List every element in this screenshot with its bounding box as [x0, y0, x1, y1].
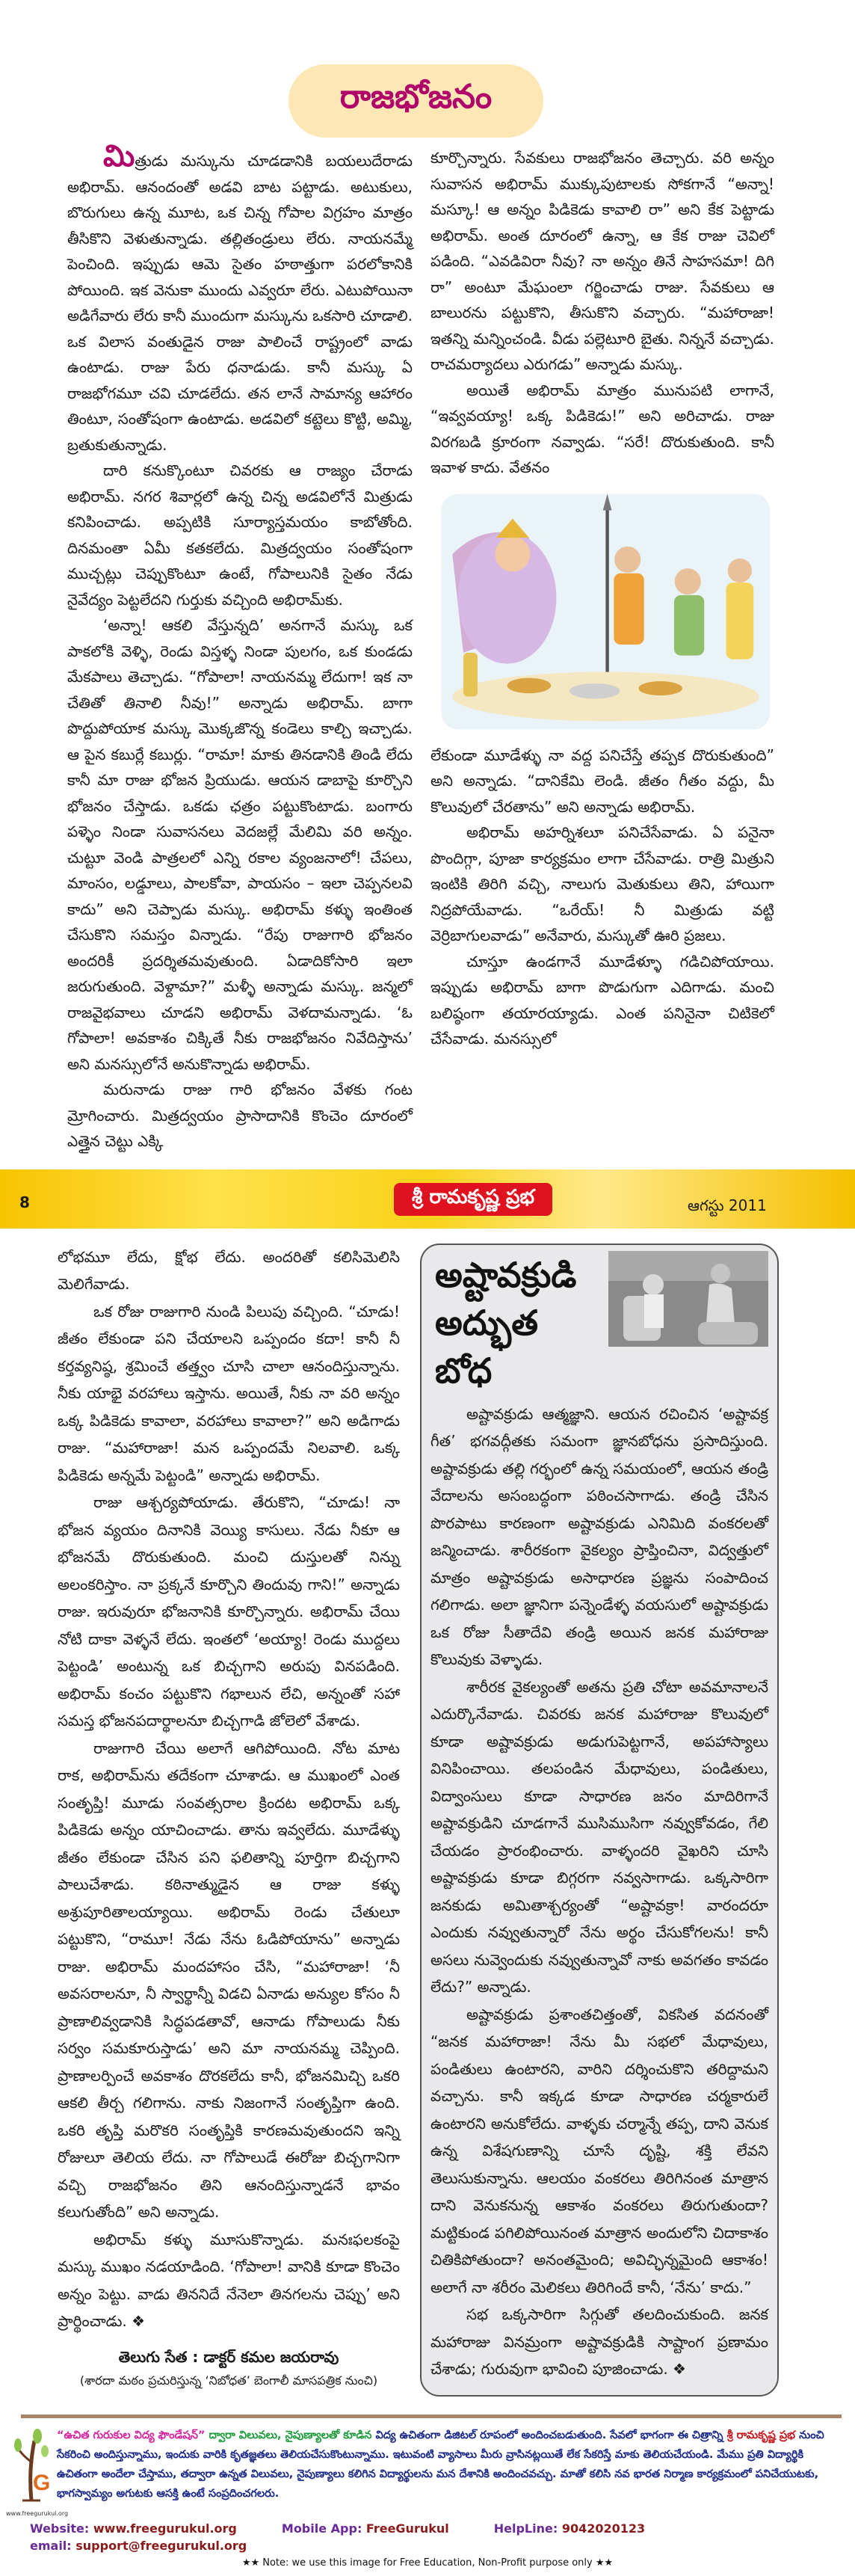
sidebar-paragraph: అష్టావక్రుడు ప్రశాంతచిత్తంతో, వికసిత వదనంతో “జనక మహారాజా! నేను మీ సభలో మేధావులు, పండితులు ఉంటారని, వారిని దర్శించుకొని తరిద్దామని వచ్చాను. కానీ ఇక్కడ కూడా సాధారణ చర్మకారులే ఉంటారని అనుకోలేదు. వాళ్ళకు చర్మాన్నే తప్ప, దాని వెనుక ఉన్న విశేషగుణాన్ని చూసే దృష్టి, శక్తి లేవని తెలుసుకున్నాను. ఆలయం వంకరలు తిరిగినంత మాత్రాన దాని వెనుకనున్న ఆకాశం వంకరలు తిరుగుతుందా? మట్టికుండ పగిలిపోయినంత మాత్రాన అందులోని చిదాకాశం చితికిపోతుందా? అనంతమైంది; అవిచ్ఛిన్నమైంది ఆకాశం! అలాగే నా శరీరం మెలికలు తిరిగిందే కానీ, ‘నేను’ కాదు.”	[430, 2005, 768, 2296]
email-link[interactable]: email: support@freegurukul.org	[30, 2538, 247, 2553]
story-columns	[0, 139, 855, 1155]
story-paragraph: అయితే అభిరామ్ మాత్రం మునుపటి లాగానే, “ఇవ్వవయ్యా! ఒక్క పిడికెడు!” అని అరిచాడు. రాజు విరగబడి క్రూరంగా నవ్వాడు. “సరే! దొరుకుతుంది. కానీ ఇవాళ కాదు. వేతనం	[430, 381, 774, 476]
sidebar-title-line: అద్భుత బోధ	[435, 1302, 539, 1391]
story-paragraph: లోభమూ లేదు, క్షోభ లేదు. అందరితో కలిసిమెలిసి మెలిగేవాడు.	[58, 1247, 400, 1293]
story-continued-column	[58, 1244, 400, 2392]
story-title-banner	[288, 64, 543, 138]
story-paragraph: అభిరామ్ అహర్నిశలూ పనిచేసేవాడు. ఏ పనైనా పొందిగ్గా, పూజా కార్యక్రమం లాగా చేసేవాడు. రాత్రి మిత్రుని ఇంటికి తిరిగి వచ్చి, నాలుగు మెతుకులు తిని, హాయిగా నిద్రపోయేవాడు. “ఒరేయ్! నీ మిత్రుడు వట్టి వెర్రిబాగులవాడు” అనేవారు, మస్కుతో ఊరి ప్రజలు.	[430, 823, 774, 944]
freegurukul-logo	[6, 2426, 69, 2517]
story-column-left	[67, 139, 413, 1155]
sidebar-title-line: అష్టావక్రుడి	[435, 1254, 577, 1295]
page-header-band	[0, 1169, 855, 1229]
story-paragraph: మరునాడు రాజు గారి భోజనం వేళకు గంట మ్రోగించారు. మిత్రద్వయం ప్రాసాదానికి కొంచెం దూరంలో ఎత్తైన చెట్టు ఎక్కి	[67, 1080, 413, 1150]
magazine-name-badge	[394, 1183, 552, 1216]
story-credit	[58, 2344, 400, 2392]
story-paragraph: చూస్తూ ఉండగానే మూడేళ్ళూ గడిచిపోయాయి. ఇప్పుడు అభిరామ్ బాగా పొడుగుగా ఎదిగాడు. మంచి బలిష్ఠంగా తయారయ్యాడు. ఎంత పనినైనా చిటికెలో చేసేవాడు. మనస్సులో	[430, 952, 774, 1048]
issue-date: ఆగస్టు 2011	[688, 1196, 767, 1214]
story-paragraph: అభిరామ్ కళ్ళు మూసుకొన్నాడు. మనఃఫలకంపై మస్కు ముఖం నడయాడింది. ‘గోపాలా! వానికి కూడా కొంచెం అన్నం పెట్టు. వాడు తిననిదే నేనెలా తినగలను చెప్పు’ అని ప్రార్థించాడు. ❖	[58, 2230, 400, 2330]
bottom-section	[0, 1244, 855, 2397]
story-title: రాజభోజనం	[339, 78, 493, 116]
footer-divider	[21, 2414, 842, 2418]
mobile-app-link[interactable]: Mobile App: FreeGurukul	[281, 2521, 449, 2536]
usage-note: ★★ Note: we use this image for Free Education, Non-Profit purpose only ★★	[241, 2557, 614, 2569]
website-link[interactable]: Website: www.freegurukul.org	[30, 2521, 237, 2536]
translator-credit: తెలుగు సేత : డాక్టర్ కమల జయరావు	[118, 2347, 339, 2366]
sidebar-title	[430, 1251, 607, 1395]
footer	[0, 2414, 855, 2576]
story-paragraph: రాజుగారి చేయి అలాగే ఆగిపోయింది. నోట మాట రాక, అభిరామ్‌ను తదేకంగా చూశాడు. ఆ ముఖంలో ఎంత సంతృప్తి! మూడు సంవత్సరాల క్రిందట అభిరామ్ ఒక్క పిడికెడు అన్నం యాచించాడు. తాను ఇవ్వలేదు. మూడేళ్ళు జీతం లేకుండా చేసిన పని ఫలితాన్ని పూర్తిగా బిచ్చగాని పాలుచేశాడు. కఠినాత్ముడైన ఆ రాజు కళ్ళు అశ్రుపూరితాలయ్యాయి. అభిరామ్ రెండు చేతులూ పట్టుకొని, “రామూ! నేడు నేను ఓడిపోయాను” అన్నాడు రాజు. అభిరామ్ మందహాసం చేసి, “మహారాజా! ‘నీ అవసరాలనూ, నీ స్వార్థాన్నీ విడచి ఏనాడు అన్యుల కోసం నీ ప్రాణాలివ్వడానికి సిద్ధపడతావో, ఆనాడు గోపాలుడు నీకు సర్వం సమకూరుస్తాడు’ అని మా నాయనమ్మ చెప్పింది. ప్రాణాలర్పించే అవకాశం దొరకలేదు కానీ, భోజనమిచ్చి ఒకరి ఆకలి తీర్చ గలిగాను. నాకు నిజంగానే సంతృప్తిగా ఉంది. ఒకరి తృప్తి మరొకరి సంతృప్తికి కారణమవుతుందని ఇన్ని రోజులూ తెలియ లేదు. నా గోపాలుడే ఈరోజు బిచ్చగానిగా వచ్చి రాజభోజనం తిని ఆనందిస్తున్నాడనే భావం కలుగుతోంది” అని అన్నాడు.	[58, 1739, 400, 2221]
ashtavakra-photo	[608, 1251, 768, 1347]
footer-message	[57, 2426, 834, 2503]
story-paragraph: లేకుండా మూడేళ్ళు నా వద్ద పనిచేస్తే తప్పక దొరుకుతుంది” అని అన్నాడు. “దానికేమి లెండి. జీతం గీతం వద్దు, మీ కొలువులో చేరతాను” అని అన్నాడు అభిరామ్.	[430, 746, 774, 816]
story-paragraph: కూర్చొన్నారు. సేవకులు రాజభోజనం తెచ్చారు. వరి అన్నం సువాసన అభిరామ్ ముక్కుపుటాలకు సోకగానే “అన్నా! మస్కూ! ఆ అన్నం పిడికెడు కావాలి రా” అని కేక పెట్టాడు అభిరామ్. అంత దూరంలో ఉన్నా, ఆ కేక రాజు చెవిలో పడింది. “ఎవడివిరా నీవు? నా అన్నం తినే సాహసమా! దిగి రా” అంటూ మేఘంలా గర్జించాడు రాజు. సేవకులు ఆ బాలురను పట్టుకొని, తీసుకొని వచ్చారు. “మహారాజా! ఇతన్ని మన్నించండి. వీడు పల్లెటూరి బైతు. నిన్ననే వచ్చాడు. రాచమర్యాదలు ఎరుగడు” అన్నాడు మస్కు.	[430, 149, 774, 373]
story-paragraph: ఒక రోజు రాజుగారి నుండి పిలుపు వచ్చింది. “చూడు! జీతం లేకుండా పని చేయాలని ఒప్పందం కదా! కానీ నీ కర్తవ్యనిష్ఠ, శ్రమించే తత్త్వం చూసి చాలా ఆనందిస్తున్నాను. నీకు యాభై వరహాలు ఇస్తాను. అయితే, నీకు నా వరి అన్నం ఒక్క పిడికెడు కావాలా, వరహాలు కావాలా?” అని అడిగాడు రాజు. “మహారాజా! మన ఒప్పందమే నిలవాలి. ఒక్క పిడికెడు అన్నమే పెట్టండి” అన్నాడు అభిరామ్.	[58, 1302, 400, 1484]
svg-text:G: G	[33, 2470, 51, 2495]
sidebar-paragraph: సభ ఒక్కసారిగా సిగ్గుతో తలదించుకుంది. జనక మహారాజు వినమ్రంగా అష్టావక్రుడికి సాష్టాంగ ప్రణామం చేశాడు; గురువుగా భావించి పూజించాడు. ❖	[430, 2305, 768, 2378]
story-paragraph: త్రుడు మస్కును చూడడానికి బయలుదేరాడు అభిరామ్. ఆనందంతో అడవి బాట పట్టాడు. అటుకులు, బొరుగులు ఉన్న మూట, ఒక చిన్న గోపాల విగ్రహం మాత్రం తీసికొని వెళుతున్నాడు. తల్లితండ్రులు లేరు. నాయనమ్మే పెంచింది. ఇప్పుడు ఆమె సైతం హఠాత్తుగా పరలోకానికి పోయింది. ఇక వెనుకా ముందు ఎవ్వరూ లేరు. ఎటుపోయినా అడిగేవారు లేరు కానీ ముందుగా మస్కును ఒకసారి చూడాలి. ఒక విలాస వంతుడైన రాజు పాలించే రాష్ట్రంలో వాడు ఉంటాడు. రాజు పేరు ధనాడుడు. కానీ మస్కు ఏ రాజభోగమూ చవి చూడలేదు. తన లానే సామాన్య ఆహారం తింటూ, సంతోషంగా ఉంటాడు. అడవిలో కట్టెలు కొట్టి, అమ్మి, బ్రతుకుతున్నాడు.	[67, 152, 413, 454]
source-credit: (శారదా మఠం ప్రచురిస్తున్న ‘నిబోధత’ బెంగాలీ మాసపత్రిక నుంచి)	[79, 2373, 378, 2388]
sidebar-paragraph: శారీరక వైకల్యంతో అతను ప్రతి చోటా అవమానాలనే ఎదుర్కొనేవాడు. చివరకు జనక మహారాజు కొలువులో కూడా అష్టావక్రుడు అడుగుపెట్టగానే, అపహాస్యాలు వినిపించాయి. తలపండిన మేధావులు, పండితులు, విద్వాంసులు కూడా సాధారణ జనం మాదిరిగానే అష్టావక్రుడిని చూడగానే ముసిముసిగా నవ్వుకోవడం, గేలి చేయడం ప్రారంభించారు. వాళ్ళందరి వైఖరిని చూసి అష్టావక్రుడు కూడా బిగ్గరగా నవ్వసాగాడు. ఒక్కసారిగా జనకుడు అమితాశ్చర్యంతో “అష్టావక్రా! వారందరూ ఎందుకు నవ్వుతున్నారో నేను అర్థం చేసుకోగలను! కానీ అసలు నువ్వెందుకు నవ్వుతున్నావో నాకు అవగతం కావడం లేదు?” అన్నాడు.	[430, 1677, 768, 1996]
helpline-link[interactable]: HelpLine: 9042020123	[493, 2521, 646, 2536]
story-column-right	[430, 145, 774, 1052]
sidebar-article	[420, 1244, 779, 2397]
source-magazine: శ్రీ రామకృష్ణ ప్రభ	[726, 2429, 796, 2441]
drop-cap: మి	[103, 139, 135, 173]
magazine-name: శ్రీ రామకృష్ణ ప్రభ	[412, 1185, 534, 1208]
sidebar-paragraph: అష్టావక్రుడు ఆత్మజ్ఞాని. ఆయన రచించిన ‘అష్టావక్ర గీత’ భగవద్గీతకు సమంగా జ్ఞానబోధను ప్రసాదిస్తుంది. అష్టావక్రుడు తల్లి గర్భంలో ఉన్న సమయంలో, ఆయన తండ్రి వేదాలను అసంబద్ధంగా పఠించసాగాడు. తండ్రి చేసిన పొరపాటు కారణంగా అష్టావక్రుడు ఎనిమిది వంకరలతో జన్మించాడు. శారీరకంగా వైకల్యం ప్రాప్తించినా, విద్వత్తులో మాత్రం అష్టావక్రుడు అసాధారణ ప్రజ్ఞను సంపాదించ గలిగాడు. అలా జ్ఞానిగా పన్నెండేళ్ళ వయసులో అష్టావక్రుడు ఒక రోజు సీతాదేవి తండ్రి అయిన జనక మహారాజు కొలువుకు వెళ్ళాడు.	[430, 1404, 768, 1668]
story-paragraph: రాజు ఆశ్చర్యపోయాడు. తేరుకొని, “చూడు! నా భోజన వ్యయం దినానికి వెయ్యి కాసులు. నేడు నీకూ ఆ భోజనమే దొరుకుతుంది. మంచి దుస్తులతో నిన్ను అలంకరిస్తాం. నా ప్రక్కనే కూర్చొని తిందువు గాని!” అన్నాడు రాజు. ఇరువురూ భోజనానికి కూర్చొన్నారు. అభిరామ్ చేయి నోటి దాకా వెళ్ళనే లేదు. ఇంతలో ‘అయ్యా! రెండు ముద్దలు పెట్టండి’ అంటున్న ఒక బిచ్చగాని అరుపు వినపడింది. అభిరామ్ కంచం పట్టుకొని గభాలున లేచి, అన్నంతో సహా సమస్త భోజనపదార్థాలనూ బిచ్చగాడి జోలెలో వేశాడు.	[58, 1493, 400, 1730]
footer-text-segment: ద్వారా విలువలు, నైపుణ్యాలతో కూడిన	[205, 2429, 372, 2441]
logo-url: www.freegurukul.org	[6, 2509, 69, 2517]
story-paragraph: దారి కనుక్కొంటూ చివరకు ఆ రాజ్యం చేరాడు అభిరామ్. నగర శివార్లలో ఉన్న చిన్న అడవిలోనే మిత్రుడు కనిపించాడు. అప్పటికి సూర్యాస్తమయం కాబోతోంది. దినమంతా ఏమీ కతకలేదు. మిత్రద్వయం సంతోషంగా ముచ్చట్లు చెప్పుకొంటూ ఉంటే, గోపాలునికి సైతం నేడు నైవేద్యం పెట్టలేదని గుర్తుకు వచ్చింది అభిరామ్‌కు.	[67, 461, 413, 609]
page-number: 8	[19, 1193, 30, 1211]
story-paragraph: ‘అన్నా! ఆకలి వేస్తున్నది’ అనగానే మస్కు ఒక పాకలోకి వెళ్ళి, రెండు విస్తళ్ళ నిండా పులగం, ఒక కుండడు మేకపాలు తెచ్చాడు. “గోపాలా! నాయనమ్మ లేదుగా! ఇక నా చేతితో తినాలి నీవు!” అన్నాడు అభిరామ్. బాగా పొద్దుపోయాక మస్కు మొక్కజొన్న కండెలు కాల్చి ఇచ్చాడు. ఆ పైన కబుర్లే కబుర్లు. “రామా! మాకు తినడానికి తిండి లేదు కానీ మా రాజు భోజన ప్రియుడు. ఆయన డాబాపై కూర్చొని భోజనం చేస్తాడు. ఒకడు ఛత్రం పట్టుకొంటాడు. బంగారు పళ్ళెం నిండా సువాసనలు వెదజల్లే మేలిమి వరి అన్నం. చుట్టూ వెండి పాత్రలలో ఎన్ని రకాల వ్యంజనాలో! చేపలు, మాంసం, లడ్డూలు, పాలకోవా, పాయసం – ఇలా చెప్పనలవి కాదు” అని చెప్పాడు మస్కు. అభిరామ్ కళ్ళు ఇంతింత చేసుకొని సమస్తం విన్నాడు. “రేపు రాజుగారి భోజనం అందరికీ ప్రదర్శితమవుతుంది. ఏడాదికోసారి ఇలా జరుగుతుంది. వెళ్దామా?” మళ్ళీ అన్నాడు మస్కు. జన్మలో రాజవైభవాలు చూడని అభిరామ్ వెళదామన్నాడు. ‘ఓ గోపాలా! అవకాశం చిక్కితే నీకు రాజభోజనం నివేదిస్తాను’ అని మనస్సులోనే అనుకొన్నాడు అభిరామ్.	[67, 616, 413, 1073]
footer-text-segment: విద్య ఉచితంగా డిజిటల్ రూపంలో అందించబడుతుంది. సేవలో భాగంగా ఈ చిత్రాన్ని	[371, 2429, 727, 2441]
sidebar-body	[430, 1401, 768, 2383]
footer-links	[30, 2521, 837, 2553]
foundation-name: “ఉచిత గురుకుల విద్య ఫౌండేషన్”	[57, 2429, 206, 2441]
footer-text-segment: నుంచి సేకరించి అందిస్తున్నాము, ఇందుకు వారికి కృతజ్ఞతలు తెలియచేసుకొంటున్నాము. ఇటువంటి వ్యాసాలు మీరు వ్రాసినట్లయితే లేక సేకరిస్తే మాకు తెలియచేయండి. మేము ప్రతి విద్యార్థికి ఉచితంగా అందేలా చేస్తాము, తద్వారా ఉన్నత విలువలు, నైపుణ్యాలు కలిగిన విద్యార్థులను మన దేశానికి అందించవచ్చు. మాతో కలిసి నవ భారత నిర్మాణ కార్యక్రమంలో పనిచేయుటకు, భాగస్వామ్యం అగుటకు ఆసక్తి ఉంటే సంప్రదించగలరు.	[57, 2429, 824, 2500]
king-feast-illustration	[430, 488, 774, 735]
